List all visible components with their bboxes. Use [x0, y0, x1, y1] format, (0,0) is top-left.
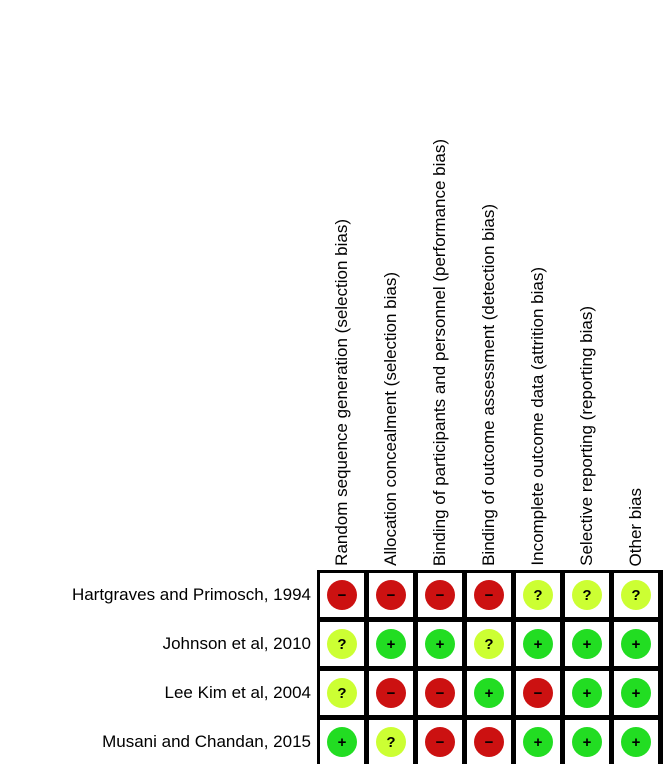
unclear-risk-icon: ? [327, 629, 357, 659]
study-label: Hartgraves and Primosch, 1994 [71, 585, 311, 604]
grid-cell [320, 671, 364, 715]
grid-cell [467, 671, 511, 715]
column-header-label: Allocation concealment (selection bias) [381, 272, 400, 566]
low-risk-icon: + [572, 727, 602, 757]
grid-cell [320, 622, 364, 666]
high-risk-icon: − [523, 678, 553, 708]
low-risk-icon: + [523, 629, 553, 659]
low-risk-icon: + [425, 629, 455, 659]
column-header-label: Other bias [626, 487, 645, 566]
grid-cell [565, 622, 609, 666]
unclear-risk-icon: ? [523, 580, 553, 610]
column-header [514, 0, 562, 566]
unclear-risk-icon: ? [572, 580, 602, 610]
column-header [563, 0, 611, 566]
column-header [465, 0, 513, 566]
grid-cell [467, 573, 511, 617]
column-header-label: Binding of outcome assessment (detection bias) [479, 204, 498, 566]
low-risk-icon: + [621, 629, 651, 659]
high-risk-icon: − [327, 580, 357, 610]
low-risk-icon: + [327, 727, 357, 757]
study-label: Johnson et al, 2010 [162, 634, 311, 653]
grid-cell [614, 720, 658, 764]
grid-cell [418, 671, 462, 715]
grid-cell [565, 720, 609, 764]
column-header [367, 0, 415, 566]
column-header [612, 0, 660, 566]
high-risk-icon: − [474, 727, 504, 757]
grid-cell [516, 622, 560, 666]
grid-cell [369, 622, 413, 666]
grid-cell [516, 671, 560, 715]
column-header-label: Binding of participants and personnel (performance bias) [430, 138, 449, 566]
grid-cell [614, 573, 658, 617]
low-risk-icon: + [621, 727, 651, 757]
column-header [416, 0, 464, 566]
grid-cell [467, 720, 511, 764]
grid-cell [418, 622, 462, 666]
grid-cell [418, 573, 462, 617]
grid-cell [369, 671, 413, 715]
unclear-risk-icon: ? [474, 629, 504, 659]
grid-cell [516, 720, 560, 764]
grid-cell [614, 622, 658, 666]
grid-cell [418, 720, 462, 764]
unclear-risk-icon: ? [376, 727, 406, 757]
low-risk-icon: + [474, 678, 504, 708]
study-label: Lee Kim et al, 2004 [164, 683, 311, 702]
grid-cell [516, 573, 560, 617]
grid-cell [467, 622, 511, 666]
low-risk-icon: + [621, 678, 651, 708]
grid-cell [565, 671, 609, 715]
column-header-label: Incomplete outcome data (attrition bias) [528, 267, 547, 566]
high-risk-icon: − [425, 678, 455, 708]
high-risk-icon: − [376, 580, 406, 610]
column-header [318, 0, 366, 566]
column-header-label: Random sequence generation (selection bias) [332, 219, 351, 566]
low-risk-icon: + [572, 678, 602, 708]
grid-cell [369, 720, 413, 764]
grid-cell [320, 720, 364, 764]
high-risk-icon: − [425, 580, 455, 610]
low-risk-icon: + [376, 629, 406, 659]
column-header-label: Selective reporting (reporting bias) [577, 306, 596, 566]
unclear-risk-icon: ? [621, 580, 651, 610]
low-risk-icon: + [523, 727, 553, 757]
unclear-risk-icon: ? [327, 678, 357, 708]
high-risk-icon: − [474, 580, 504, 610]
grid-cell [320, 573, 364, 617]
high-risk-icon: − [425, 727, 455, 757]
study-label: Musani and Chandan, 2015 [102, 732, 311, 751]
low-risk-icon: + [572, 629, 602, 659]
risk-of-bias-grid [317, 570, 663, 764]
grid-cell [369, 573, 413, 617]
grid-cell [614, 671, 658, 715]
grid-cell [565, 573, 609, 617]
high-risk-icon: − [376, 678, 406, 708]
